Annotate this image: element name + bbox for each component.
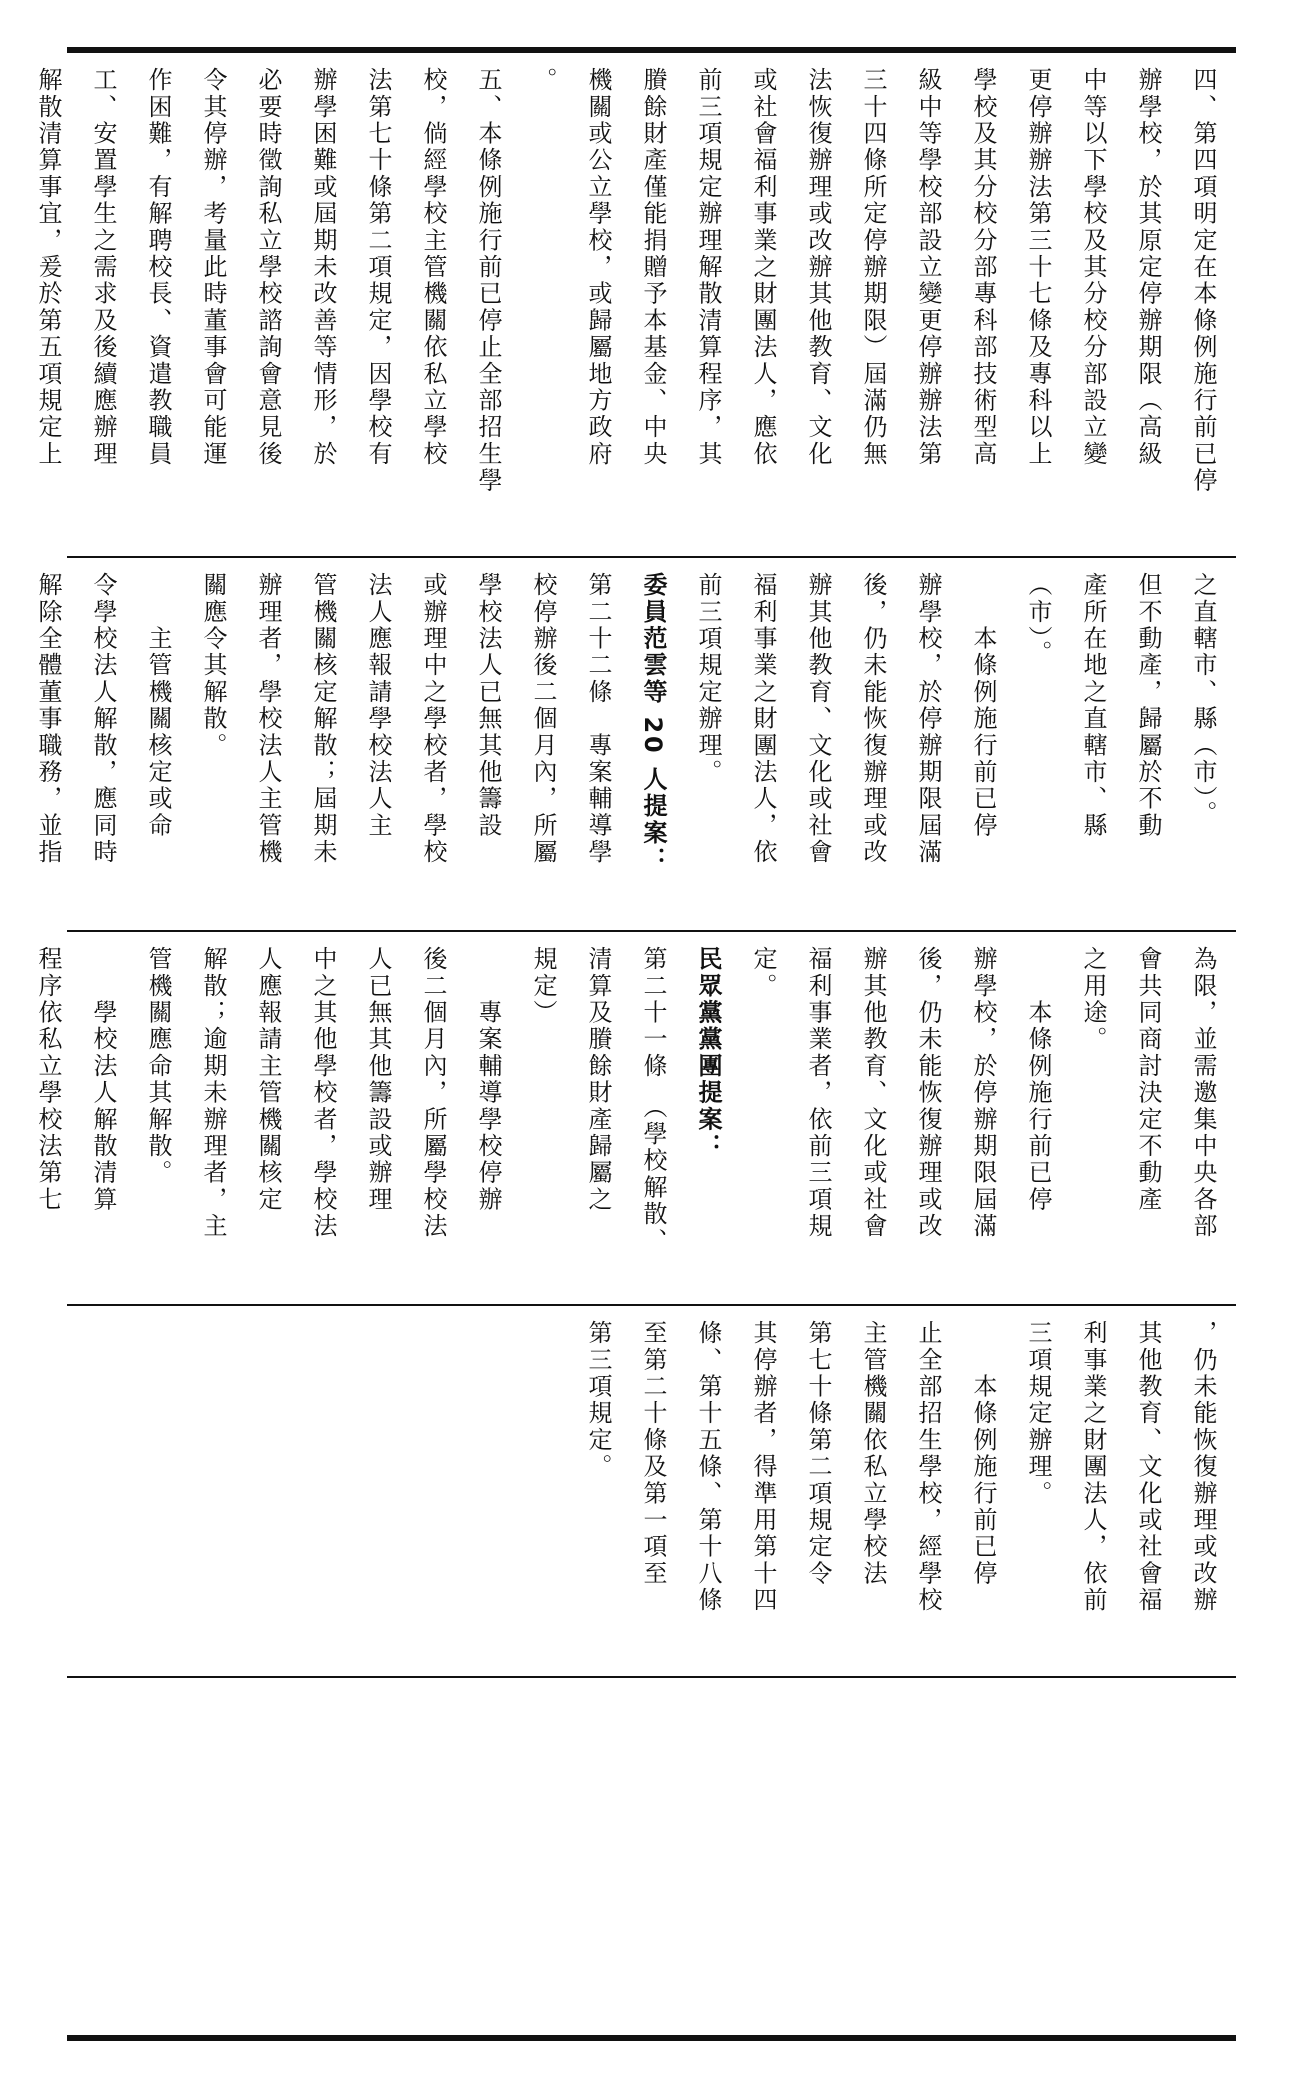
text-line: （市）。 (1024, 572, 1052, 667)
text-line: 之直轄市、縣（市）。 (1189, 572, 1217, 827)
text-line: 第二十一條 （學校解散、 (639, 946, 667, 1255)
text-line: 更停辦辦法第三十七條及專科以上 (1024, 67, 1052, 468)
text-line: 專案輔導學校停辦 (474, 946, 502, 1213)
text-line: 辦理者，學校法人主管機 (254, 572, 282, 866)
text-line: 學校法人已無其他籌設 (474, 572, 502, 839)
text-line: 辦其他教育、文化或社會 (859, 946, 887, 1240)
text-line: 作困難，有解聘校長、資遣教職員 (144, 67, 172, 468)
text-line: 三項規定辦理。 (1024, 1320, 1052, 1507)
band-3-text (20, 946, 1230, 1254)
document-page (34, 47, 1236, 2041)
text-line: 人應報請主管機關核定 (254, 946, 282, 1213)
text-line: 福利事業之財團法人，依 (749, 572, 777, 866)
text-line: 。 (529, 67, 557, 94)
text-line: 條、第十五條、第十八條 (694, 1320, 722, 1614)
text-band-3 (34, 932, 1236, 1304)
text-band-4 (67, 1306, 1236, 1678)
text-line: 管機關核定解散；屆期未 (309, 572, 337, 866)
text-line: 但不動產，歸屬於不動 (1134, 572, 1162, 839)
text-line: 級中等學校部設立變更停辦辦法第 (914, 67, 942, 468)
text-line: 四、第四項明定在本條例施行前已停 (1189, 67, 1217, 495)
text-line: 為限，並需邀集中央各部 (1189, 946, 1217, 1240)
text-line: 或辦理中之學校者，學校 (419, 572, 447, 866)
band-4-text (570, 1320, 1230, 1614)
text-line: 校，倘經學校主管機關依私立學校 (419, 67, 447, 468)
proposal-heading: 民眾黨黨團提案： (694, 946, 722, 1160)
text-line: 其停辦者，得準用第十四 (749, 1320, 777, 1614)
text-line: 法人應報請學校法人主 (364, 572, 392, 839)
text-line: 福利事業者，依前三項規 (804, 946, 832, 1240)
text-line: 令學校法人解散，應同時 (89, 572, 117, 866)
text-line: ，仍未能恢復辦理或改辦 (1189, 1320, 1217, 1614)
text-line: 或社會福利事業之財團法人，應依 (749, 67, 777, 468)
text-line: 法恢復辦理或改辦其他教育、文化 (804, 67, 832, 468)
proposal-heading: 委員范雲等 20 人提案： (639, 572, 667, 874)
text-line: 主管機關依私立學校法 (859, 1320, 887, 1587)
text-line: 前三項規定辦理解散清算程序，其 (694, 67, 722, 468)
text-line: 解除全體董事職務，並指 (34, 572, 62, 866)
text-line: 後二個月內，所屬學校法 (419, 946, 447, 1240)
text-line: 學校及其分校分部專科部技術型高 (969, 67, 997, 468)
text-line: 程序依私立學校法第七 (34, 946, 62, 1213)
text-line: 辦其他教育、文化或社會 (804, 572, 832, 866)
text-line: 止全部招生學校，經學校 (914, 1320, 942, 1614)
text-line: 辦學困難或屆期未改善等情形，於 (309, 67, 337, 468)
band-2-text (20, 572, 1230, 873)
text-line: 關應令其解散。 (199, 572, 227, 759)
text-line: 之用途。 (1079, 946, 1107, 1053)
text-line: 後，仍未能恢復辦理或改 (914, 946, 942, 1240)
text-line: 解散；逾期未辦理者，主 (199, 946, 227, 1240)
text-line: 本條例施行前已停 (969, 572, 997, 839)
text-line: 清算及賸餘財產歸屬之 (584, 946, 612, 1213)
text-line: 令其停辦，考量此時董事會可能運 (199, 67, 227, 468)
text-line: 法第七十條第二項規定，因學校有 (364, 67, 392, 468)
text-line: 人已無其他籌設或辦理 (364, 946, 392, 1213)
text-line: 規定） (529, 946, 557, 1027)
text-line: 主管機關核定或命 (144, 572, 172, 839)
text-line: 本條例施行前已停 (1024, 946, 1052, 1213)
text-line: 定。 (749, 946, 777, 1000)
text-line: 中等以下學校及其分校分部設立變 (1079, 67, 1107, 468)
text-line: 辦學校，於停辦期限屆滿 (914, 572, 942, 866)
text-line: 管機關應命其解散。 (144, 946, 172, 1187)
text-line: 工、安置學生之需求及後續應辦理 (89, 67, 117, 468)
text-band-2 (34, 558, 1236, 930)
text-line: 第三項規定。 (584, 1320, 612, 1481)
text-line: 至第二十條及第一項至 (639, 1320, 667, 1587)
text-line: 必要時徵詢私立學校諮詢會意見後 (254, 67, 282, 468)
text-line: 五、本條例施行前已停止全部招生學 (474, 67, 502, 495)
text-line: 前三項規定辦理。 (694, 572, 722, 786)
text-line: 三十四條所定停辦期限）屆滿仍無 (859, 67, 887, 468)
text-line: 解散清算事宜，爰於第五項規定上 (34, 67, 62, 468)
text-line: 辦學校，於停辦期限屆滿 (969, 946, 997, 1240)
text-line: 機關或公立學校，或歸屬地方政府 (584, 67, 612, 468)
band-1-text (20, 67, 1230, 494)
text-line: 辦學校，於其原定停辦期限（高級 (1134, 67, 1162, 468)
text-line: 第七十條第二項規定令 (804, 1320, 832, 1587)
text-line: 本條例施行前已停 (969, 1320, 997, 1587)
text-line: 產所在地之直轄市、縣 (1079, 572, 1107, 839)
text-band-1 (34, 53, 1236, 556)
text-line: 中之其他學校者，學校法 (309, 946, 337, 1240)
text-line: 利事業之財團法人，依前 (1079, 1320, 1107, 1614)
text-line: 其他教育、文化或社會福 (1134, 1320, 1162, 1614)
text-line: 賸餘財產僅能捐贈予本基金、中央 (639, 67, 667, 468)
text-line: 第二十二條 專案輔導學 (584, 572, 612, 866)
text-line: 後，仍未能恢復辦理或改 (859, 572, 887, 866)
text-line: 學校法人解散清算 (89, 946, 117, 1213)
text-line: 會共同商討決定不動產 (1134, 946, 1162, 1213)
text-line: 校停辦後二個月內，所屬 (529, 572, 557, 866)
